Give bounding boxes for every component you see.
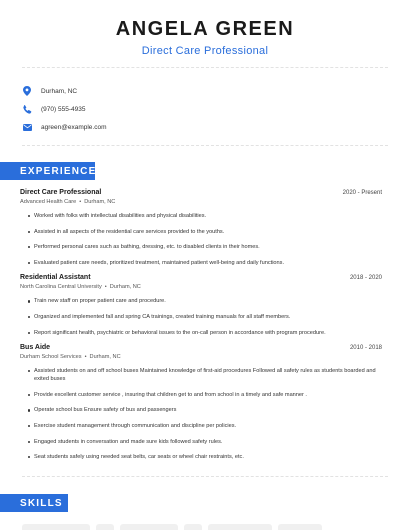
experience-heading: EXPERIENCE: [0, 162, 95, 180]
job-location: Durham, NC: [84, 199, 116, 205]
list-item: Worked with folks with intellectual disabilities and physical disabilities.: [28, 212, 382, 220]
list-item: Engaged students in conversation and made sure kids followed safety rules.: [28, 438, 382, 446]
location-text: Durham, NC: [41, 87, 78, 95]
skills-heading: SKILLS: [0, 494, 68, 512]
list-item: Organized and implemented fall and spring CA trainings, created training manuals for all staff members.: [28, 313, 382, 321]
location-pin-icon: [22, 86, 32, 96]
job-title: Residential Assistant: [20, 274, 91, 282]
list-item: Train new staff on proper patient care and procedure.: [28, 297, 382, 305]
skill-pill: [120, 524, 178, 530]
list-item: Evaluated patient care needs, prioritized treatment, maintained patient well-being and daily functions.: [28, 259, 382, 267]
job-dates: 2018 - 2020: [349, 275, 382, 282]
job-company: Advanced Health Care: [20, 199, 77, 205]
list-item: Provide excellent customer service , insuring that children get to and from school in a timely and safe manner .: [28, 391, 382, 399]
job-bullets: [20, 297, 382, 336]
job-employer: North Carolina Central University • Durham, NC: [20, 284, 141, 291]
job-dates: 2020 - Present: [342, 190, 382, 196]
candidate-title: Direct Care Professional: [141, 45, 269, 57]
list-item: Operate school bus Ensure safety of bus and passengers: [28, 406, 382, 414]
contact-phone: [22, 100, 107, 118]
job-bullets: [20, 367, 382, 461]
list-item: Assisted students on and off school buses Maintained knowledge of first-aid procedures Followed all safety rules as students boarded and exited buses: [28, 367, 382, 383]
job-title: Direct Care Professional: [20, 189, 102, 196]
resume-header: [0, 0, 410, 57]
skill-pill: [96, 524, 114, 530]
list-item: Seat students safely using needed seat belts, car seats or wheel chair restraints, etc.: [28, 453, 382, 461]
list-item: Exercise student management through communication and discipline per policies.: [28, 422, 382, 430]
list-item: Performed personal cares such as bathing, dressing, etc. to disabled clients in their homes.: [28, 243, 382, 251]
candidate-name: ANGELA GREEN: [115, 18, 295, 40]
phone-text: (970) 555-4935: [41, 105, 86, 113]
skill-pill: [22, 524, 90, 530]
list-item: Assisted in all aspects of the residential care services provided to the youths.: [28, 228, 382, 236]
experience-list: [20, 189, 382, 469]
header-divider: [22, 67, 388, 68]
contact-divider: [22, 145, 388, 146]
contact-list: [22, 82, 107, 136]
job-dates: 2010 - 2018: [349, 345, 382, 352]
job-entry: [20, 344, 382, 461]
job-location: Durham, NC: [109, 284, 141, 291]
skills-list: [22, 524, 322, 530]
skill-pill: [278, 524, 322, 530]
list-item: Report significant health, psychiatric or behavioral issues to the on-call person in accordance with program procedure.: [28, 329, 382, 337]
job-title: Bus Aide: [20, 344, 51, 352]
job-company: North Carolina Central University: [20, 284, 102, 291]
job-bullets: [20, 212, 382, 267]
job-entry: [20, 274, 382, 336]
job-location: Durham, NC: [89, 354, 121, 361]
skill-pill: [208, 524, 272, 530]
contact-location: [22, 82, 107, 100]
email-text: agreen@example.com: [41, 123, 107, 131]
skill-pill: [184, 524, 202, 530]
job-entry: [20, 189, 382, 267]
job-employer: Advanced Health Care • Durham, NC: [20, 199, 116, 205]
envelope-icon: [22, 122, 32, 132]
experience-divider: [22, 476, 388, 477]
phone-icon: [22, 104, 32, 114]
job-company: Durham School Services: [20, 354, 82, 361]
contact-email: [22, 118, 107, 136]
job-employer: Durham School Services • Durham, NC: [20, 354, 121, 361]
